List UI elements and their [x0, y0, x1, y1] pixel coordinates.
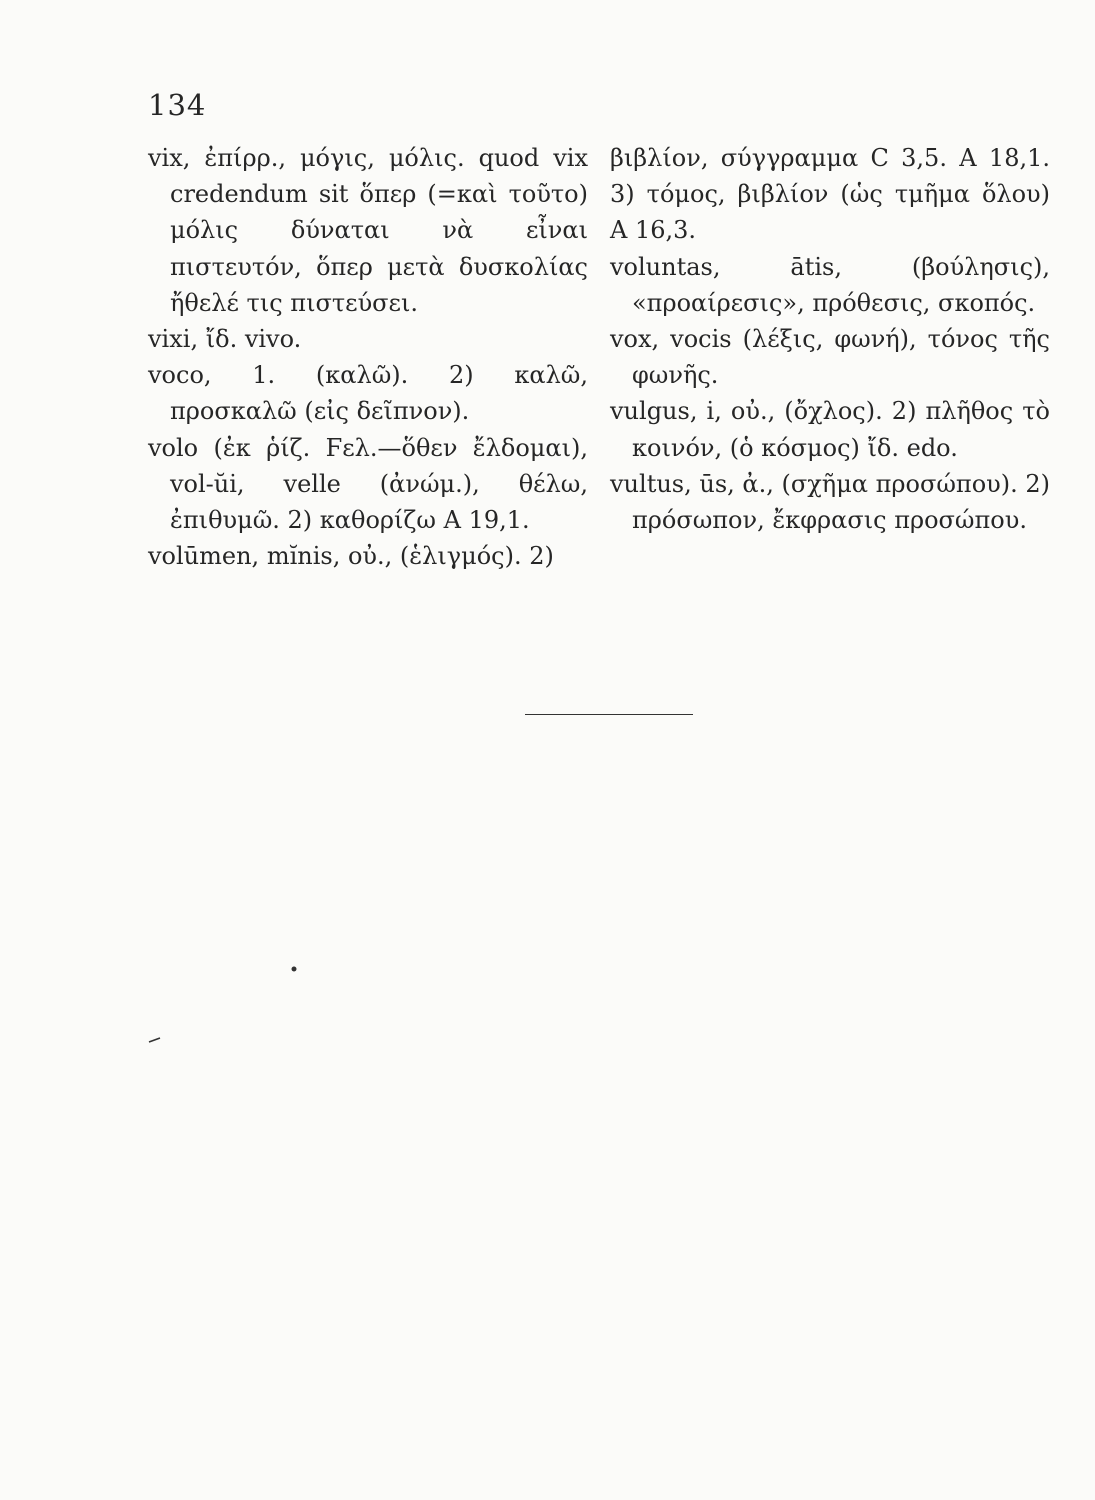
dictionary-entry-voco: voco, 1. (καλῶ). 2) καλῶ, προσκαλῶ (εἰς δεῖπνον). [148, 361, 588, 426]
dictionary-entry-volumen-continued: βιβλίον, σύγγραμμα C 3,5. A 18,1. 3) τόμος, βιβλίον (ὡς τμῆμα ὅλου) A 16,3. [610, 144, 1050, 245]
dictionary-entry-vulgus: vulgus, i, οὐ., (ὄχλος). 2) πλῆθος τὸ κοινόν, (ὁ κόσμος) ἴδ. edo. [610, 397, 1050, 462]
left-column [148, 140, 588, 574]
stray-dash-mark [148, 1036, 162, 1044]
end-of-section-rule [525, 714, 693, 715]
stray-dot-mark [290, 965, 298, 973]
dictionary-entry-vox: vox, vocis (λέξις, φωνή), τόνος τῆς φωνῆς. [610, 325, 1050, 390]
dictionary-entry-voluntas: voluntas, ātis, (βούλησις), «προαίρεσις», πρόθεσις, σκοπός. [610, 252, 1050, 317]
page-number: 134 [148, 88, 207, 122]
right-column [610, 140, 1050, 538]
dictionary-entry-volo: volo (ἐκ ῥίζ. Ϝελ.—ὅθεν ἔλδομαι), vol-ŭi, velle (ἀνώμ.), θέλω, ἐπιθυμῶ. 2) καθορίζω A 19,1. [148, 433, 588, 535]
dictionary-entry-vix: vix, ἐπίρρ., μόγις, μόλις. quod vix credendum sit ὅπερ (=καὶ τοῦτο) μόλις δύναται νὰ εἶναι πιστευτόν, ὅπερ μετὰ δυσκολίας ἤθελέ τις πιστεύσει. [148, 144, 588, 317]
dictionary-entry-volumen: volūmen, mĭnis, οὐ., (ἑλιγμός). 2) [148, 542, 554, 571]
dictionary-entry-vultus: vultus, ūs, ἀ., (σχῆμα προσώπου). 2) πρόσωπον, ἔκφρασις προσώπου. [610, 469, 1050, 535]
dictionary-entry-vixi: vixi, ἴδ. vivo. [148, 325, 302, 354]
